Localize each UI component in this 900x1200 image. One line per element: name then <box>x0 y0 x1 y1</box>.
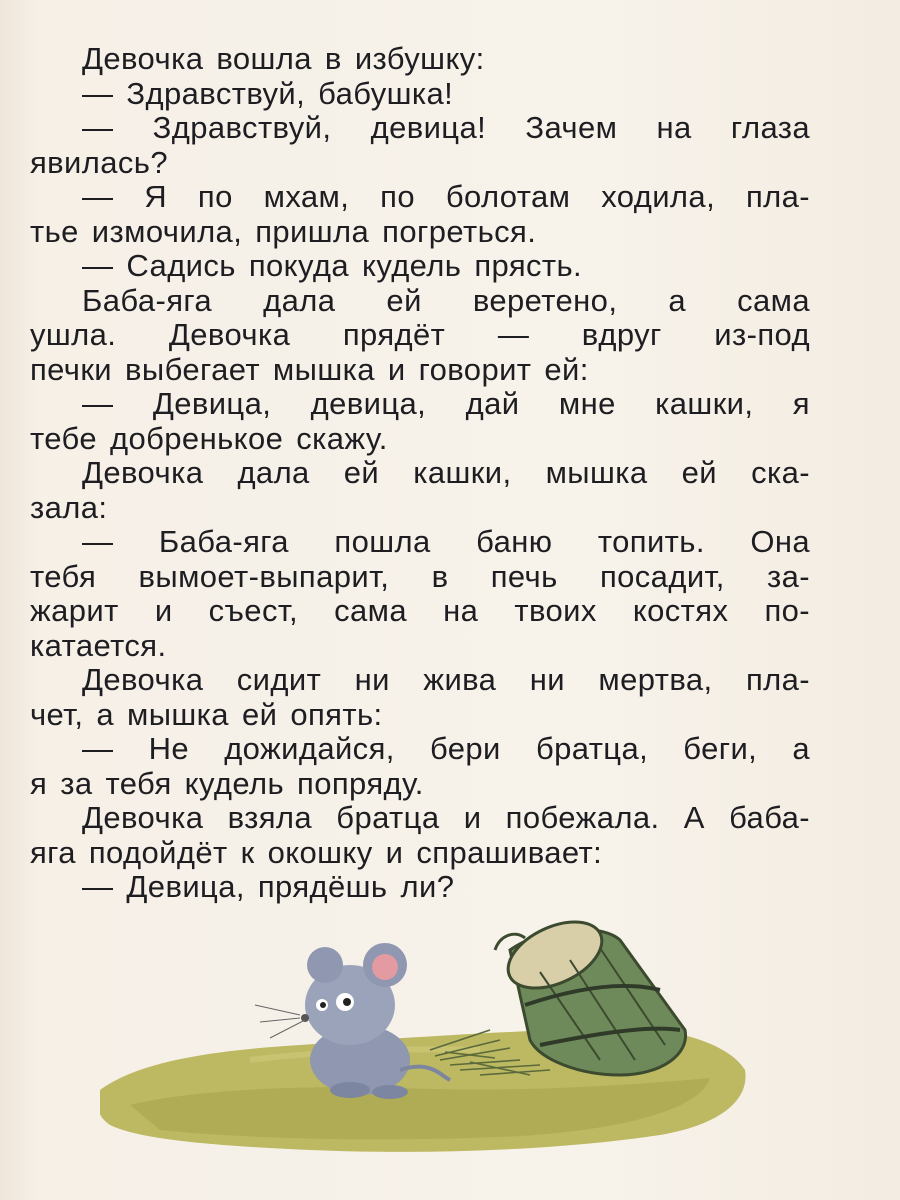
story-line: явилась? <box>30 144 168 180</box>
story-line: — Девица, прядёшь ли? <box>82 869 455 904</box>
story-line: Девочка взяла братца и побежала. А баба- <box>82 800 810 835</box>
story-line: Девочка вошла в избушку: <box>82 41 485 76</box>
story-line: ушла. Девочка прядёт — вдруг из-под <box>30 317 810 352</box>
story-line: я за тебя кудель попряду. <box>30 765 424 801</box>
story-line: яга подойдёт к окошку и спрашивает: <box>30 834 603 870</box>
story-line: — Баба-яга пошла баню топить. Она <box>82 524 810 559</box>
story-line: чет, а мышка ей опять: <box>30 696 383 732</box>
story-line: Девочка дала ей кашки, мышка ей ска- <box>82 455 810 490</box>
story-line: — Здравствуй, бабушка! <box>82 75 454 111</box>
story-line: — Садись покуда кудель прясть. <box>82 248 583 283</box>
story-line: тебя вымоет-выпарит, в печь посадит, за- <box>30 558 810 594</box>
mouse-and-tub-illustration <box>100 910 750 1170</box>
story-line: — Здравствуй, девица! Зачем на глаза <box>82 110 810 145</box>
story-line: катается. <box>30 627 167 663</box>
story-line: печки выбегает мышка и говорит ей: <box>30 351 589 387</box>
story-line: жарит и съест, сама на твоих костях по- <box>30 593 810 628</box>
story-text <box>30 42 810 905</box>
story-line: — Девица, девица, дай мне кашки, я <box>82 386 810 421</box>
story-line: — Я по мхам, по болотам ходила, пла- <box>82 179 810 214</box>
story-line: Девочка сидит ни жива ни мертва, пла- <box>82 662 810 697</box>
story-line: тье измочила, пришла погреться. <box>30 213 537 249</box>
story-line: зала: <box>30 489 108 525</box>
story-line: Баба-яга дала ей веретено, а сама <box>82 282 810 318</box>
story-line: тебе добренькое скажу. <box>30 420 388 456</box>
story-line: — Не дожидайся, бери братца, беги, а <box>82 731 810 766</box>
